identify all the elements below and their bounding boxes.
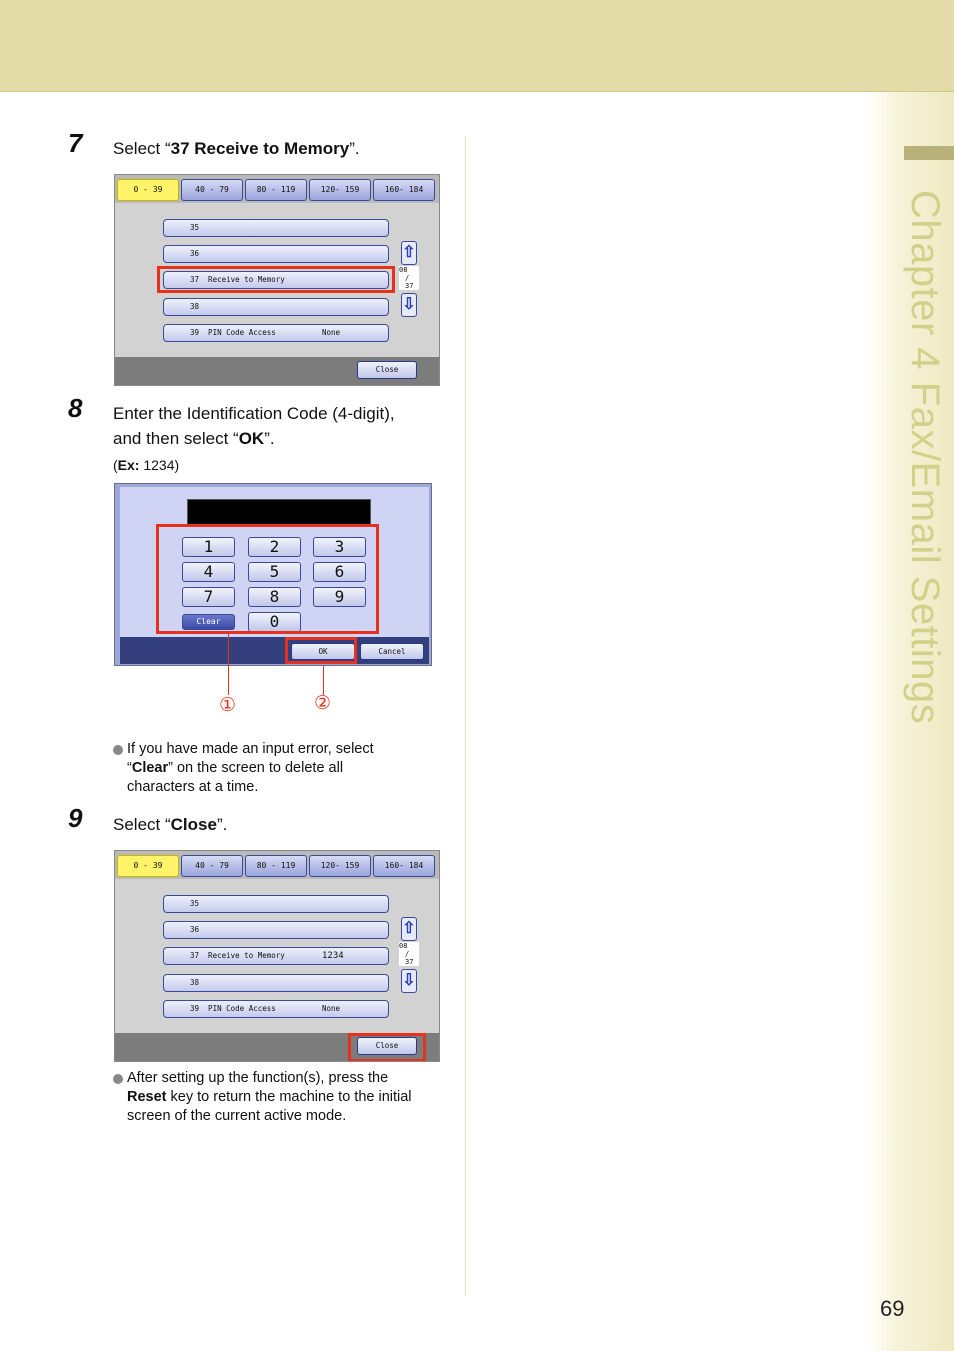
key-7[interactable]: 7 [182, 587, 235, 607]
callout-1: ① [219, 694, 237, 716]
highlight-keypad [156, 524, 379, 634]
key-6[interactable]: 6 [313, 562, 366, 582]
chapter-title: Chapter 4 Fax/Email Settings [903, 190, 947, 725]
tab-0-39[interactable]: 0 - 39 [117, 179, 179, 201]
tab-80-119[interactable]: 80 - 119 [245, 855, 307, 877]
note-clear: If you have made an input error, select “Clear” on the screen to delete all characters at a time. [113, 740, 443, 797]
step-9-text: Select “Close”. [113, 815, 228, 834]
tab-120-159[interactable]: 120- 159 [309, 179, 371, 201]
key-0[interactable]: 0 [248, 612, 301, 632]
tab-40-79[interactable]: 40 - 79 [181, 179, 243, 201]
step-7-bold: 37 Receive to Memory [170, 139, 350, 158]
clear-button[interactable]: Clear [182, 614, 235, 630]
function-row-37[interactable]: 37 Receive to Memory 1234 [163, 947, 389, 965]
highlight-receive-to-memory [157, 266, 395, 293]
chapter-tab-marker [904, 146, 954, 160]
step-8-bold: OK [238, 429, 265, 448]
scroll-up-arrow-icon[interactable]: ⇧ [401, 917, 417, 941]
step-7-text: Select “37 Receive to Memory”. [113, 139, 360, 158]
example-value: (Ex: 1234) [113, 457, 180, 473]
function-row-37[interactable]: 37 Receive to Memory [163, 271, 389, 289]
function-row-35[interactable]: 35 [163, 895, 389, 913]
key-8[interactable]: 8 [248, 587, 301, 607]
note-reset: After setting up the function(s), press the Reset key to return the machine to the initial screen of the current active mode. [113, 1069, 443, 1126]
row-value: None [322, 328, 341, 337]
scroll-down-arrow-icon[interactable]: ⇩ [401, 969, 417, 993]
key-3[interactable]: 3 [313, 537, 366, 557]
step-8-text: Enter the Identification Code (4-digit), and then select “OK”. [113, 404, 395, 448]
function-row-39[interactable]: 39 PIN Code Access None [163, 1000, 389, 1018]
highlight-close [348, 1033, 426, 1062]
keypad-footer [120, 637, 429, 664]
code-display [187, 499, 371, 527]
function-row-39[interactable]: 39 PIN Code Access None [163, 324, 389, 342]
ok-button[interactable]: OK [291, 643, 355, 660]
page-indicator: 08 / 37 [399, 266, 419, 290]
tab-40-79[interactable]: 40 - 79 [181, 855, 243, 877]
cancel-button[interactable]: Cancel [360, 643, 424, 660]
tab-120-159[interactable]: 120- 159 [309, 855, 371, 877]
range-tabs [115, 851, 440, 879]
step-9-bold: Close [170, 815, 217, 834]
callout-1-line [228, 633, 229, 695]
bullet-icon [113, 1074, 123, 1084]
tab-80-119[interactable]: 80 - 119 [245, 179, 307, 201]
step-7-number: 7 [68, 128, 83, 158]
scroll-down-arrow-icon[interactable]: ⇩ [401, 293, 417, 317]
function-row-35[interactable]: 35 [163, 219, 389, 237]
page-indicator: 08 / 37 [399, 942, 419, 966]
callout-2: ② [314, 692, 332, 714]
page-number: 69 [880, 1296, 905, 1321]
key-9[interactable]: 9 [313, 587, 366, 607]
header-band [0, 0, 954, 92]
column-divider [465, 136, 466, 1296]
screen-select-function [114, 174, 440, 386]
screen-footer [115, 357, 440, 386]
range-tabs [115, 175, 440, 203]
close-button[interactable]: Close [357, 361, 417, 379]
screen-keypad [114, 483, 432, 666]
key-5[interactable]: 5 [248, 562, 301, 582]
function-row-36[interactable]: 36 [163, 921, 389, 939]
screen-function-set [114, 850, 440, 1062]
key-1[interactable]: 1 [182, 537, 235, 557]
bullet-icon [113, 745, 123, 755]
row-value: None [322, 1004, 341, 1013]
tab-160-184[interactable]: 160- 184 [373, 855, 435, 877]
key-2[interactable]: 2 [248, 537, 301, 557]
tab-160-184[interactable]: 160- 184 [373, 179, 435, 201]
row-value: 1234 [322, 951, 344, 961]
tab-0-39[interactable]: 0 - 39 [117, 855, 179, 877]
highlight-ok [285, 637, 357, 664]
callout-2-line [323, 666, 324, 695]
close-button[interactable]: Close [357, 1037, 417, 1055]
function-row-36[interactable]: 36 [163, 245, 389, 263]
step-8-number: 8 [68, 393, 83, 423]
function-list [115, 879, 440, 1033]
function-row-38[interactable]: 38 [163, 298, 389, 316]
function-row-38[interactable]: 38 [163, 974, 389, 992]
step-9-number: 9 [68, 803, 83, 833]
key-4[interactable]: 4 [182, 562, 235, 582]
scroll-up-arrow-icon[interactable]: ⇧ [401, 241, 417, 265]
